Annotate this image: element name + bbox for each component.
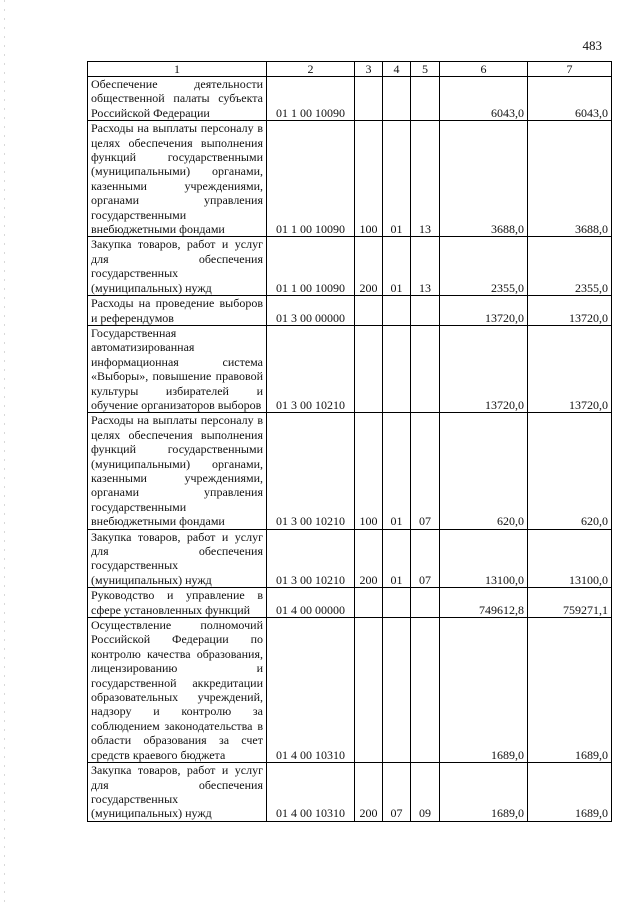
row-subsection [411,296,440,326]
header-row [88,62,612,77]
row-sum-year-1: 1689,0 [440,618,528,763]
row-expense-type [355,77,383,121]
row-subsection [411,77,440,121]
row-name: Закупка товаров, работ и услуг для обеспечения государственных (муниципальных) нужд [88,529,267,588]
header-col-4: 4 [383,62,411,77]
row-section [383,296,411,326]
table-row [88,618,612,763]
row-expense-type: 200 [355,237,383,296]
row-subsection: 13 [411,121,440,237]
row-subsection: 07 [411,413,440,529]
row-target-code: 01 3 00 00000 [267,296,355,326]
header-col-7: 7 [528,62,612,77]
row-name: Государственная автоматизированная информационная система «Выборы», повышение правовой культуры избирателей и обучение организаторов выборов [88,325,267,412]
row-section: 01 [383,121,411,237]
table-row [88,121,612,237]
row-section [383,77,411,121]
row-name: Расходы на проведение выборов и референдумов [88,296,267,326]
page-number: 483 [582,38,602,53]
row-sum-year-1: 13720,0 [440,325,528,412]
table-row [88,588,612,618]
row-subsection [411,588,440,618]
row-target-code: 01 3 00 10210 [267,413,355,529]
table-row [88,529,612,588]
row-name: Обеспечение деятельности общественной палаты субъекта Российской Федерации [88,77,267,121]
row-sum-year-1: 6043,0 [440,77,528,121]
row-expense-type [355,618,383,763]
header-col-1: 1 [88,62,267,77]
table-row [88,237,612,296]
row-subsection: 13 [411,237,440,296]
row-expense-type [355,325,383,412]
row-name: Закупка товаров, работ и услуг для обеспечения государственных (муниципальных) нужд [88,237,267,296]
row-expense-type [355,296,383,326]
row-section: 01 [383,529,411,588]
scan-margin-marks [4,0,5,904]
row-expense-type: 200 [355,529,383,588]
row-subsection: 07 [411,529,440,588]
row-target-code: 01 1 00 10090 [267,77,355,121]
row-name: Руководство и управление в сфере установленных функций [88,588,267,618]
row-sum-year-2: 13720,0 [528,296,612,326]
row-target-code: 01 4 00 10310 [267,618,355,763]
header-col-5: 5 [411,62,440,77]
row-expense-type: 100 [355,413,383,529]
row-expense-type [355,588,383,618]
row-sum-year-1: 1689,0 [440,763,528,822]
table-row [88,77,612,121]
table-row [88,413,612,529]
row-name: Расходы на выплаты персоналу в целях обеспечения выполнения функций государственными (муниципальными) органами, казенными учреждениями, органами управления государственными внебюджетными фондами [88,121,267,237]
row-sum-year-2: 13720,0 [528,325,612,412]
row-sum-year-1: 3688,0 [440,121,528,237]
row-expense-type: 100 [355,121,383,237]
row-section: 07 [383,763,411,822]
row-sum-year-1: 749612,8 [440,588,528,618]
row-sum-year-1: 13100,0 [440,529,528,588]
row-sum-year-2: 1689,0 [528,763,612,822]
row-target-code: 01 1 00 10090 [267,121,355,237]
row-section [383,618,411,763]
table-row [88,325,612,412]
row-section: 01 [383,413,411,529]
row-target-code: 01 3 00 10210 [267,529,355,588]
row-sum-year-1: 620,0 [440,413,528,529]
row-target-code: 01 4 00 00000 [267,588,355,618]
row-sum-year-2: 2355,0 [528,237,612,296]
row-section: 01 [383,237,411,296]
row-sum-year-1: 2355,0 [440,237,528,296]
row-sum-year-2: 6043,0 [528,77,612,121]
row-sum-year-2: 620,0 [528,413,612,529]
row-name: Осуществление полномочий Российской Федерации по контролю качества образования, лицензированию и государственной аккредитации образовательных учреждений, надзору и контролю за соблюдением законодательства в области образования за счет средств краевого бюджета [88,618,267,763]
header-col-6: 6 [440,62,528,77]
row-target-code: 01 4 00 10310 [267,763,355,822]
row-subsection [411,618,440,763]
row-sum-year-2: 759271,1 [528,588,612,618]
row-target-code: 01 3 00 10210 [267,325,355,412]
row-sum-year-2: 3688,0 [528,121,612,237]
table-row [88,763,612,822]
row-subsection [411,325,440,412]
table-row [88,296,612,326]
header-col-2: 2 [267,62,355,77]
row-expense-type: 200 [355,763,383,822]
row-sum-year-2: 13100,0 [528,529,612,588]
row-target-code: 01 1 00 10090 [267,237,355,296]
row-name: Закупка товаров, работ и услуг для обеспечения государственных (муниципальных) нужд [88,763,267,822]
row-section [383,588,411,618]
row-section [383,325,411,412]
budget-table [87,61,612,822]
row-subsection: 09 [411,763,440,822]
row-name: Расходы на выплаты персоналу в целях обеспечения выполнения функций государственными (муниципальными) органами, казенными учреждениями, органами управления государственными внебюджетными фондами [88,413,267,529]
row-sum-year-1: 13720,0 [440,296,528,326]
row-sum-year-2: 1689,0 [528,618,612,763]
header-col-3: 3 [355,62,383,77]
